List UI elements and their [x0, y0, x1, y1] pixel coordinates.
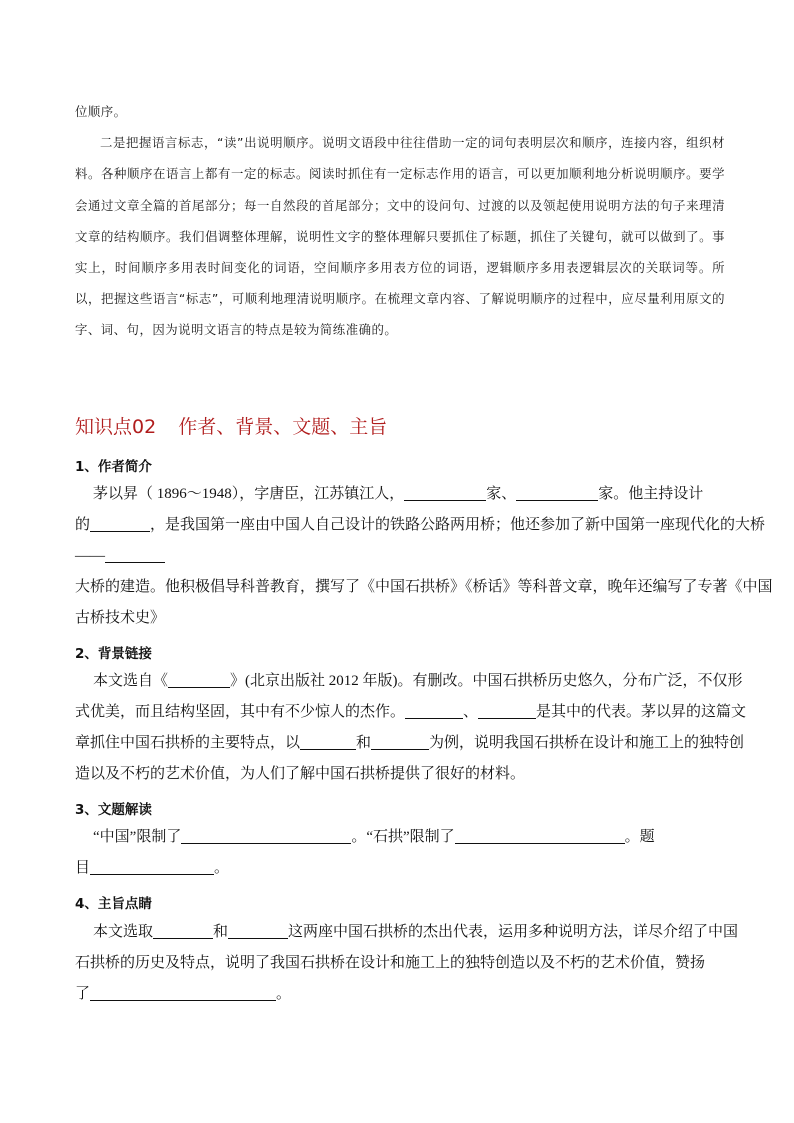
text: “中国”限制了: [93, 829, 182, 845]
fill-blank[interactable]: [516, 485, 598, 501]
fill-blank[interactable]: [228, 923, 288, 939]
text: 。: [214, 860, 230, 876]
section-title-meaning: [75, 822, 722, 884]
section-heading-theme: 4、主旨点睛: [75, 896, 152, 912]
text: 这两座中国石拱桥的杰出代表，运用多种说明方法，详尽介绍了中国: [288, 924, 739, 940]
text: 石拱桥的历史及特点，说明了我国石拱桥在设计和施工上的独特创造以及不朽的艺术价值，赞扬: [75, 955, 706, 971]
knowledge-point-title: [75, 412, 387, 439]
fill-blank[interactable]: [90, 859, 214, 875]
intro-paragraph: 二是把握语言标志，“读”出说明顺序。说明文语段中往往借助一定的词句表明层次和顺序，连接内容，组织材料。各种顺序在语言上都有一定的标志。阅读时抓住有一定标志作用的语言，可以更加顺利地分析说明顺序。要学会通过文章全篇的首尾部分；每一自然段的首尾部分；文中的设问句、过渡的以及领起使用说明方法的句子来理清文章的结构顺序。我们倡调整体理解，说明性文字的整体理解只要抓住了标题，抓住了关键句，就可以做到了。事实上，时间顺序多用表时间变化的词语，空间顺序多用表方位的词语，逻辑顺序多用表逻辑层次的关联词等。所以，把握这些语言“标志”，可顺利地理清说明顺序。在梳理文章内容、了解说明顺序的过程中，应尽量利用原文的字、词、句，因为说明文语言的特点是较为简练准确的。: [75, 135, 725, 338]
text: 。题: [624, 829, 655, 845]
text: 为例，说明我国石拱桥在设计和施工上的独特创: [429, 735, 745, 751]
text: 》(北京出版社 2012 年版)。有删改。中国石拱桥历史悠久，分布广泛，不仅形: [230, 673, 743, 689]
fill-blank[interactable]: [371, 734, 429, 750]
section-heading-author: 1、作者简介: [75, 459, 152, 475]
text: 和: [356, 735, 372, 751]
fill-blank[interactable]: [455, 828, 625, 844]
knowledge-point-label: 知识点02: [75, 416, 157, 438]
text: 大桥的建造。他积极倡导科普教育，撰写了《中国石拱桥》《桥话》等科普文章，晚年还编写了专著《中国: [75, 579, 773, 595]
fill-blank[interactable]: [90, 985, 276, 1001]
text: 。: [276, 986, 292, 1002]
fill-blank[interactable]: [153, 923, 213, 939]
text: 、: [463, 704, 479, 720]
text: 式优美，而且结构坚固，其中有不少惊人的杰作。: [75, 704, 406, 720]
text: 古桥技术史》: [75, 610, 166, 626]
text: 造以及不朽的艺术价值，为人们了解中国石拱桥提供了很好的材料。: [75, 766, 526, 782]
intro-text: [75, 96, 725, 346]
fill-blank[interactable]: [300, 734, 356, 750]
fill-blank[interactable]: [405, 703, 463, 719]
text: 章抓住中国石拱桥的主要特点，以: [75, 735, 301, 751]
fill-blank[interactable]: [181, 828, 351, 844]
fill-blank[interactable]: [90, 516, 150, 532]
intro-line: 位顺序。: [75, 104, 127, 119]
text: 本文选取: [93, 924, 154, 940]
section-heading-background: 2、背景链接: [75, 646, 152, 662]
fill-blank[interactable]: [105, 547, 165, 563]
text: 茅以昇（ 1896～1948），字唐臣，江苏镇江人，: [93, 486, 405, 502]
text: 。“石拱”限制了: [351, 829, 455, 845]
text: ——: [75, 548, 105, 564]
text: 家、: [486, 486, 517, 502]
text: 了: [75, 986, 91, 1002]
text: 目: [75, 860, 91, 876]
text: 的: [75, 517, 91, 533]
section-background: [75, 666, 747, 790]
section-heading-title-meaning: 3、文题解读: [75, 802, 152, 818]
fill-blank[interactable]: [404, 485, 486, 501]
section-theme: [75, 917, 739, 1010]
knowledge-point-topic: 作者、背景、文题、主旨: [178, 416, 388, 438]
text: 本文选自《: [93, 673, 169, 689]
fill-blank[interactable]: [168, 672, 230, 688]
section-author: [75, 479, 773, 634]
text: ，是我国第一座由中国人自己设计的铁路公路两用桥；他还参加了新中国第一座现代化的大桥: [150, 517, 766, 533]
text: 家。他主持设计: [598, 486, 704, 502]
text: 和: [213, 924, 229, 940]
text: 是其中的代表。茅以昇的这篇文: [536, 704, 747, 720]
fill-blank[interactable]: [478, 703, 536, 719]
